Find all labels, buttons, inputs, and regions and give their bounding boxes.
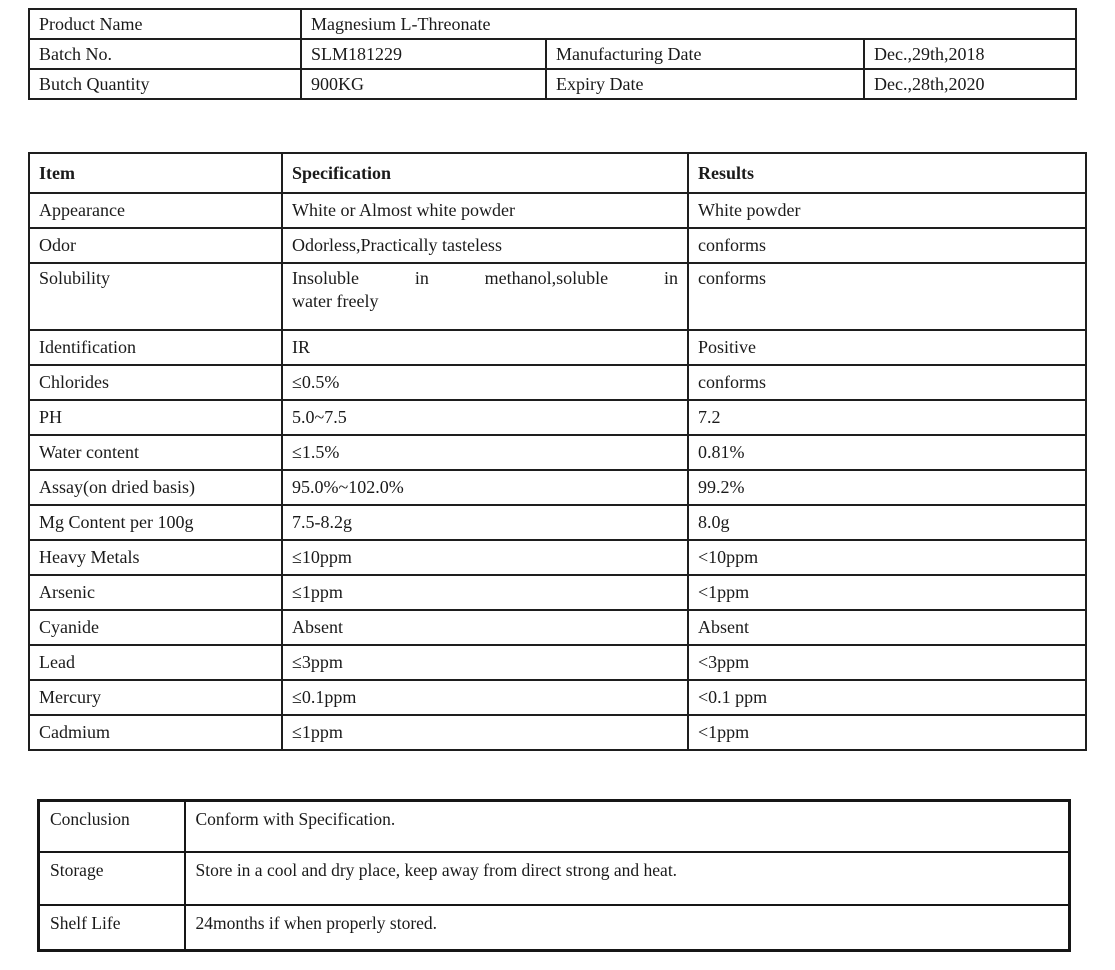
table-row [29,680,1086,715]
table-row [39,801,1070,853]
results-column-header: Results [688,153,1086,193]
table-row [29,540,1086,575]
table-row [29,575,1086,610]
spec-cell: IR [282,330,688,365]
result-cell: 99.2% [688,470,1086,505]
item-cell: Odor [29,228,282,263]
table-row [29,400,1086,435]
spec-cell: 5.0~7.5 [282,400,688,435]
item-cell: Appearance [29,193,282,228]
table-row [39,905,1070,951]
item-cell: Cadmium [29,715,282,750]
table-header-row [29,153,1086,193]
expiry-date-label: Expiry Date [546,69,864,99]
result-cell: <1ppm [688,575,1086,610]
table-row [29,9,1076,39]
spec-cell: ≤1ppm [282,715,688,750]
result-cell: Absent [688,610,1086,645]
manufacturing-date-label: Manufacturing Date [546,39,864,69]
spec-cell: Odorless,Practically tasteless [282,228,688,263]
spec-line-2: water freely [292,290,379,311]
item-cell: Solubility [29,263,282,330]
summary-table [37,799,1071,952]
spec-cell [282,263,688,330]
result-cell: 0.81% [688,435,1086,470]
item-cell: Arsenic [29,575,282,610]
item-cell: Heavy Metals [29,540,282,575]
spec-cell: 95.0%~102.0% [282,470,688,505]
table-row [29,263,1086,330]
spec-cell: ≤0.1ppm [282,680,688,715]
table-row [39,852,1070,905]
conclusion-label: Conclusion [39,801,185,853]
spec-cell: ≤10ppm [282,540,688,575]
specification-column-header: Specification [282,153,688,193]
result-cell: White powder [688,193,1086,228]
conclusion-value: Conform with Specification. [185,801,1070,853]
batch-no-label: Batch No. [29,39,301,69]
expiry-date-value: Dec.,28th,2020 [864,69,1076,99]
table-row [29,645,1086,680]
product-name-label: Product Name [29,9,301,39]
result-cell: conforms [688,263,1086,330]
item-cell: Cyanide [29,610,282,645]
result-cell: <10ppm [688,540,1086,575]
table-row [29,365,1086,400]
item-cell: PH [29,400,282,435]
result-cell: Positive [688,330,1086,365]
result-cell: conforms [688,228,1086,263]
product-info-table [28,8,1077,100]
batch-no-value: SLM181229 [301,39,546,69]
spec-cell: 7.5-8.2g [282,505,688,540]
table-row [29,228,1086,263]
shelf-life-value: 24months if when properly stored. [185,905,1070,951]
table-row [29,505,1086,540]
spec-cell: ≤1ppm [282,575,688,610]
item-cell: Chlorides [29,365,282,400]
table-row [29,470,1086,505]
table-row [29,330,1086,365]
spec-line-1: Insoluble in methanol,soluble in [292,268,678,288]
result-cell: 8.0g [688,505,1086,540]
manufacturing-date-value: Dec.,29th,2018 [864,39,1076,69]
batch-quantity-label: Butch Quantity [29,69,301,99]
item-cell: Assay(on dried basis) [29,470,282,505]
spec-cell: ≤1.5% [282,435,688,470]
item-cell: Mercury [29,680,282,715]
result-cell: <1ppm [688,715,1086,750]
spec-cell: White or Almost white powder [282,193,688,228]
table-row [29,610,1086,645]
spec-cell: Absent [282,610,688,645]
item-cell: Lead [29,645,282,680]
item-column-header: Item [29,153,282,193]
item-cell: Water content [29,435,282,470]
product-name-value: Magnesium L-Threonate [301,9,1076,39]
storage-value: Store in a cool and dry place, keep away from direct strong and heat. [185,852,1070,905]
table-row [29,435,1086,470]
item-cell: Identification [29,330,282,365]
table-row [29,69,1076,99]
item-cell: Mg Content per 100g [29,505,282,540]
spec-cell: ≤0.5% [282,365,688,400]
batch-quantity-value: 900KG [301,69,546,99]
result-cell: 7.2 [688,400,1086,435]
specification-table [28,152,1087,751]
result-cell: <3ppm [688,645,1086,680]
result-cell: <0.1 ppm [688,680,1086,715]
table-row [29,715,1086,750]
shelf-life-label: Shelf Life [39,905,185,951]
result-cell: conforms [688,365,1086,400]
table-row [29,39,1076,69]
storage-label: Storage [39,852,185,905]
spec-cell: ≤3ppm [282,645,688,680]
table-row [29,193,1086,228]
